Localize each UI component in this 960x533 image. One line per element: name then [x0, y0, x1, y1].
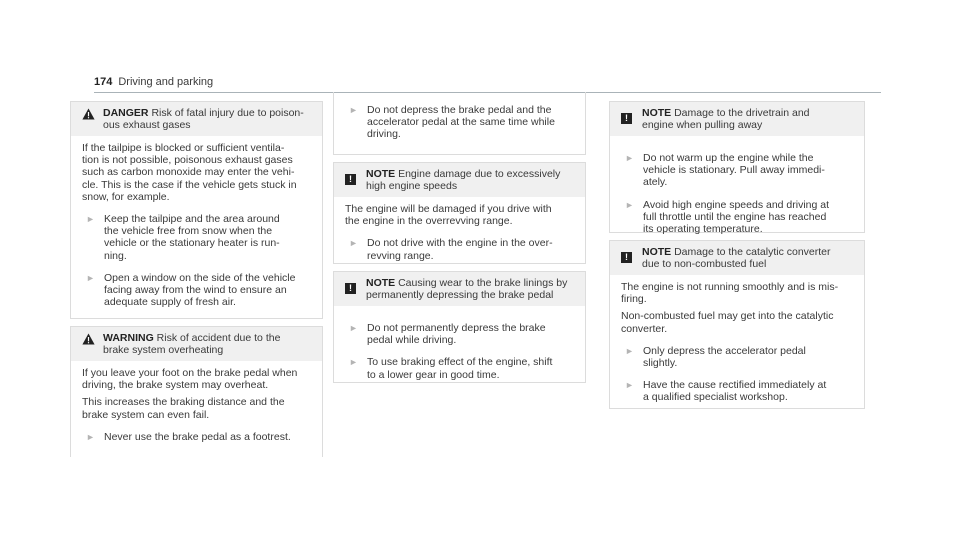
step-arrow-icon: ► [625, 345, 634, 356]
note-box [609, 240, 865, 409]
step-arrow-icon: ► [349, 357, 358, 368]
box-paragraph: If the tailpipe is blocked or sufficient ventila- tion is not possible, poisonous exhaust gases such as carbon monoxide may enter the vehi- cle. This is the case if the vehicle gets stuck in snow, for example. [82, 142, 297, 203]
instruction-step: ► Do not warm up the engine while the vehicle is stationary. Pull away immedi- ately. [621, 152, 856, 189]
danger-box [70, 101, 323, 319]
exclamation-icon: ! [621, 108, 635, 126]
box-paragraph: Non-combusted fuel may get into the catalytic converter. [621, 310, 834, 335]
note-box [333, 162, 586, 264]
instruction-step: ► Do not depress the brake pedal and the accelerator pedal at the same time while driving. [345, 104, 577, 141]
step-arrow-icon: ► [349, 238, 358, 249]
box-label: DANGER [103, 107, 149, 119]
instruction-step: ► Open a window on the side of the vehicle facing away from the wind to ensure an adequate supply of fresh air. [82, 272, 314, 309]
box-paragraph: This increases the braking distance and the brake system can even fail. [82, 396, 285, 421]
section-title: Driving and parking [118, 76, 214, 88]
box-heading [71, 327, 322, 361]
box-paragraph: The engine will be damaged if you drive with the engine in the overrevving range. [345, 203, 552, 228]
instruction-step: ► Keep the tailpipe and the area around the vehicle free from snow when the vehicle or the stationary heater is run- ning. [82, 213, 314, 262]
warning-triangle-icon [82, 333, 96, 345]
box-paragraph: If you leave your foot on the brake pedal when driving, the brake system may overheat. [82, 367, 298, 392]
instruction-step: ► Never use the brake pedal as a footrest. [82, 431, 314, 443]
step-arrow-icon: ► [86, 214, 95, 225]
box-label: NOTE [642, 246, 672, 258]
step-arrow-icon: ► [625, 199, 634, 210]
instruction-step: ► Have the cause rectified immediately at a qualified specialist workshop. [621, 379, 856, 403]
box-heading [334, 272, 585, 306]
warning-triangle-icon [82, 108, 96, 120]
page-number: 174 [94, 76, 113, 88]
box-label: NOTE [366, 277, 396, 289]
box-title: Causing wear to the brake linings by permanently depressing the brake pedal [366, 277, 568, 301]
instruction-step: ► Do not drive with the engine in the over- revving range. [345, 237, 577, 261]
continuation-box [333, 92, 586, 155]
box-label: WARNING [103, 332, 154, 344]
step-arrow-icon: ► [86, 431, 95, 442]
exclamation-icon: ! [345, 278, 359, 296]
box-title: Damage to the catalytic converter due to non-combusted fuel [642, 246, 831, 270]
page-header [94, 76, 881, 93]
instruction-step: ► Only depress the accelerator pedal slightly. [621, 345, 856, 369]
box-title: Risk of fatal injury due to poison- ous exhaust gases [103, 107, 304, 131]
box-title: Engine damage due to excessively high engine speeds [366, 168, 561, 192]
exclamation-icon: ! [621, 247, 635, 265]
instruction-step: ► Do not permanently depress the brake pedal while driving. [345, 322, 577, 346]
step-arrow-icon: ► [349, 105, 358, 115]
warning-box [70, 326, 323, 457]
box-heading [71, 102, 322, 136]
box-title: Damage to the drivetrain and engine when pulling away [642, 107, 810, 131]
box-label: NOTE [366, 168, 396, 180]
box-title: Risk of accident due to the brake system overheating [103, 332, 281, 356]
box-heading [610, 241, 864, 275]
note-box [333, 271, 586, 383]
step-arrow-icon: ► [86, 272, 95, 283]
instruction-step: ► To use braking effect of the engine, shift to a lower gear in good time. [345, 356, 577, 380]
box-label: NOTE [642, 107, 672, 119]
exclamation-icon: ! [345, 169, 359, 187]
step-arrow-icon: ► [625, 380, 634, 391]
box-heading [334, 163, 585, 197]
step-arrow-icon: ► [349, 323, 358, 333]
box-heading [610, 102, 864, 136]
box-paragraph: The engine is not running smoothly and is mis- firing. [621, 281, 839, 306]
step-arrow-icon: ► [625, 153, 634, 163]
instruction-step: ► Avoid high engine speeds and driving at full throttle until the engine has reached its operating temperature. [621, 199, 856, 236]
note-box [609, 101, 865, 236]
